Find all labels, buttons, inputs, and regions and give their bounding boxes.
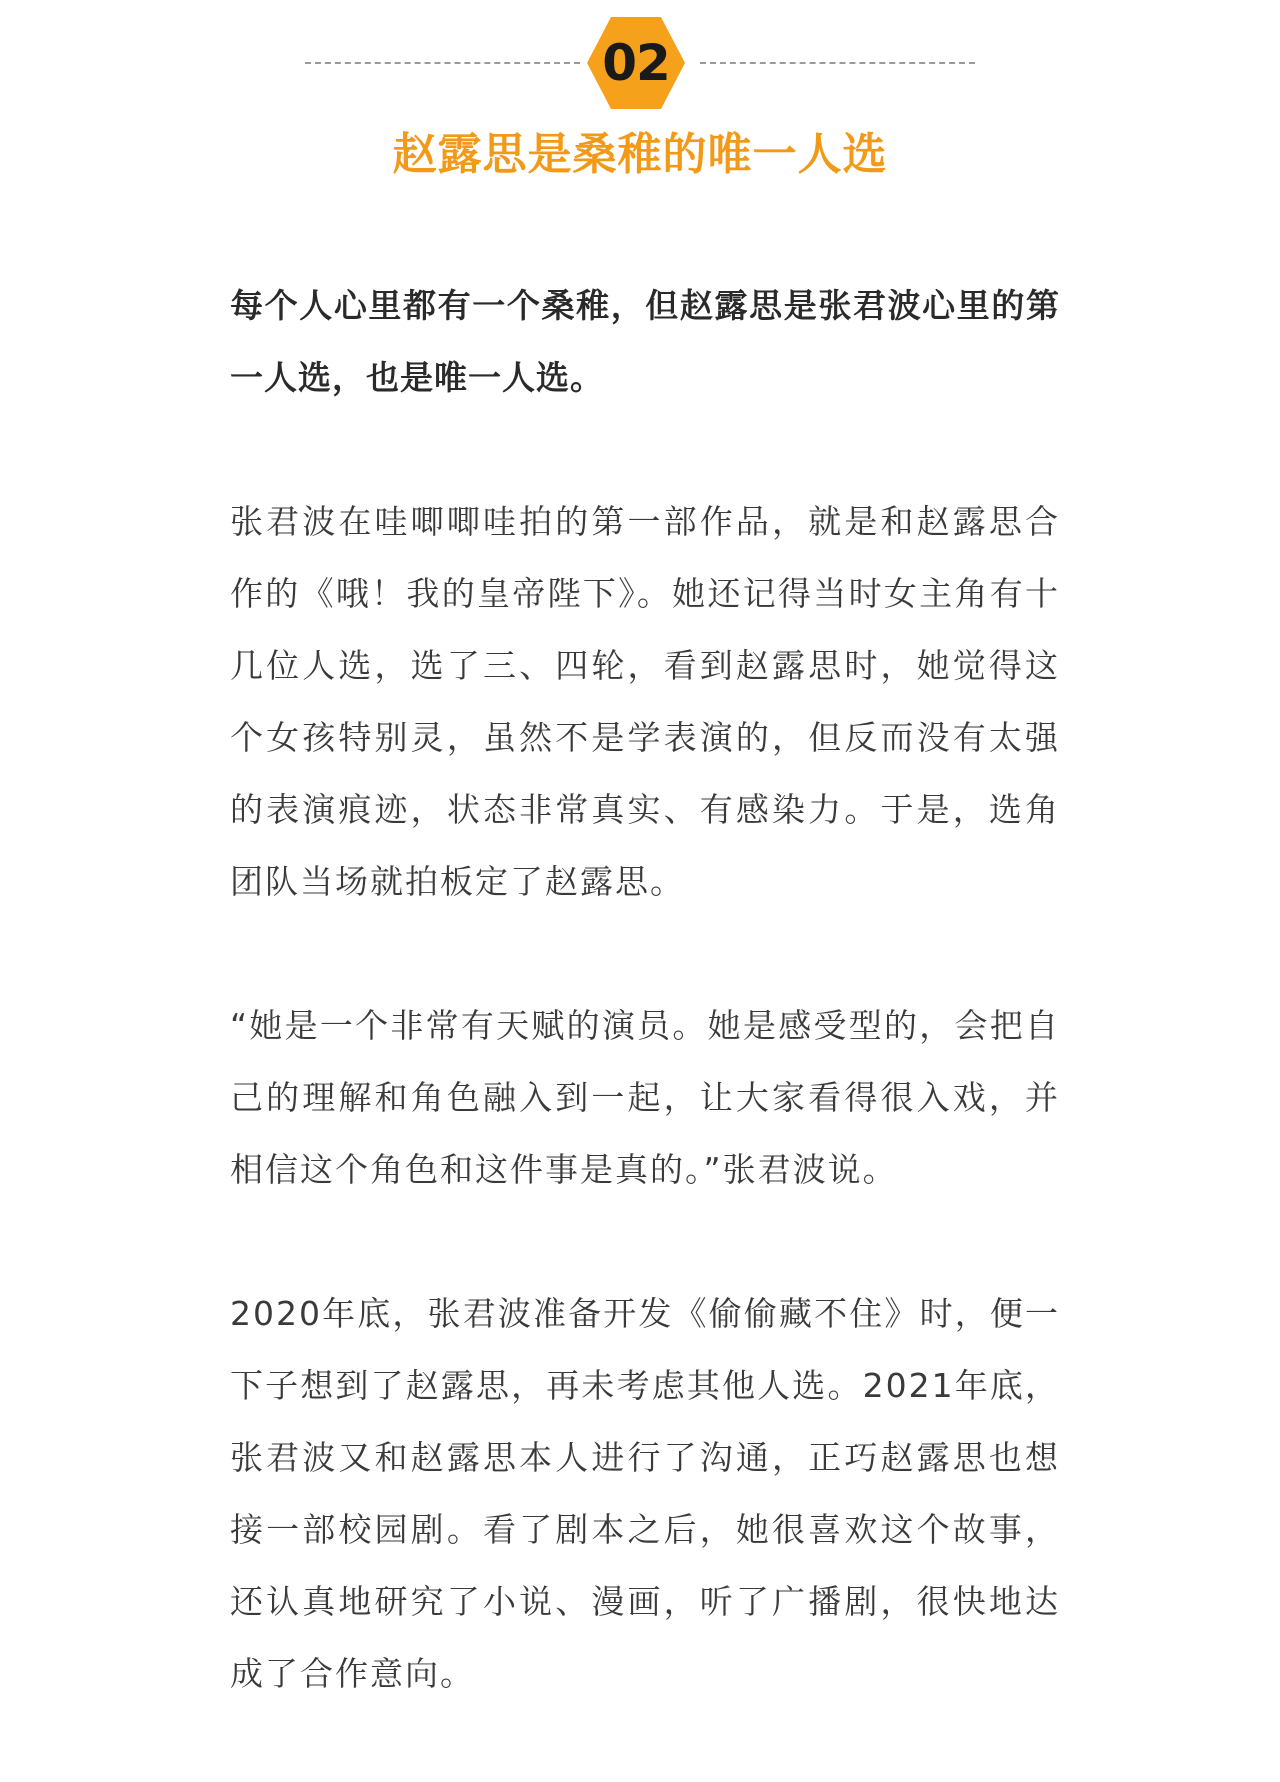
quote-paragraph: “她是一个非常有天赋的演员。她是感受型的，会把自己的理解和角色融入到一起，让大家看得很入戏，并相信这个角色和这件事是真的。”张君波说。 bbox=[230, 1006, 1060, 1189]
section-number-badge bbox=[585, 14, 687, 112]
dashed-divider-right bbox=[700, 62, 975, 64]
lead-paragraph: 每个人心里都有一个桑稚，但赵露思是张君波心里的第一人选，也是唯一人选。 bbox=[230, 286, 1060, 397]
body-paragraph: 张君波在哇唧唧哇拍的第一部作品，就是和赵露思合作的《哦！我的皇帝陛下》。她还记得当时女主角有十几位人选，选了三、四轮，看到赵露思时，她觉得这个女孩特别灵，虽然不是学表演的，但反而没有太强的表演痕迹，状态非常真实、有感染力。于是，选角团队当场就拍板定了赵露思。 bbox=[230, 502, 1060, 901]
section-header bbox=[0, 0, 1280, 200]
body-paragraph: 2020年底，张君波准备开发《偷偷藏不住》时，便一下子想到了赵露思，再未考虑其他人选。2021年底，张君波又和赵露思本人进行了沟通，正巧赵露思也想接一部校园剧。看了剧本之后，她很喜欢这个故事，还认真地研究了小说、漫画，听了广播剧，很快地达成了合作意向。 bbox=[230, 1294, 1060, 1693]
dashed-divider-left bbox=[305, 62, 580, 64]
section-number: 02 bbox=[602, 34, 670, 92]
section-title: 赵露思是桑稚的唯一人选 bbox=[392, 129, 888, 180]
article-body bbox=[230, 270, 1060, 1782]
